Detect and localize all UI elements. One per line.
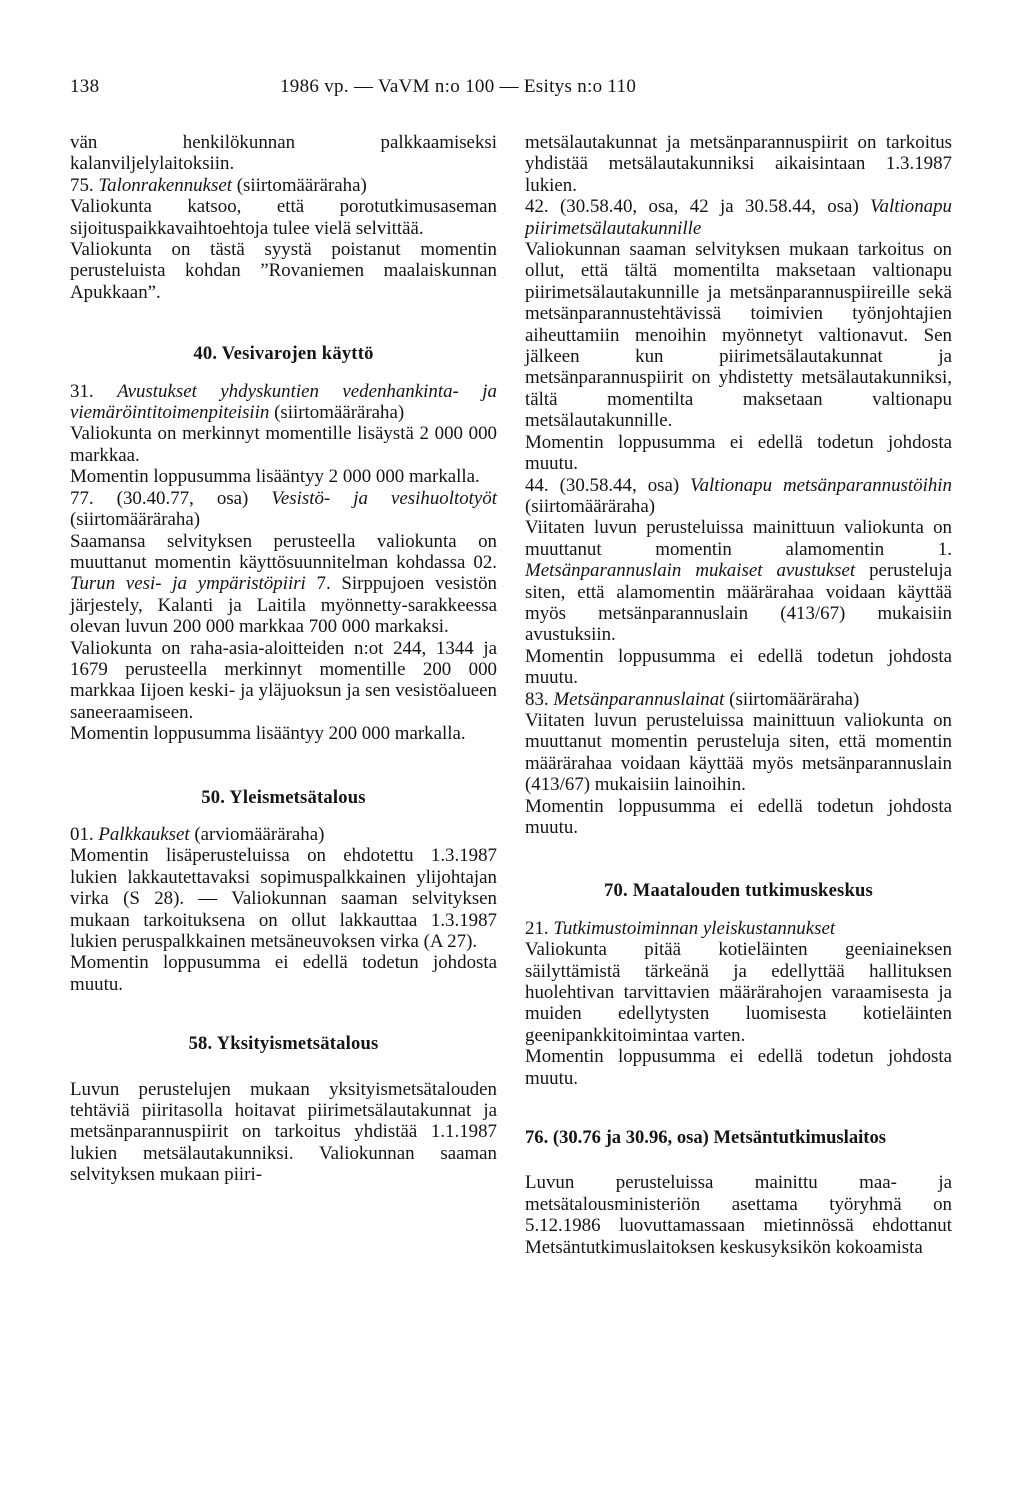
- item-title: Talonrakennukset: [98, 174, 232, 196]
- paragraph: vän henkilökunnan palkkaamiseksi kalanviljelylaitoksiin.: [70, 132, 497, 175]
- paragraph: Momentin lisäperusteluissa on ehdotettu 1.3.1987 lukien lakkautettavaksi sopimuspalkkainen ylijohtajan virka (S 28). — Valiokunnan saaman selvityksen mukaan tarkoituksena on ollut lakkauttaa 1.3.1987 lukien peruspalkkainen metsäneuvoksen virka (A 27).: [70, 845, 497, 952]
- item-title: Tutkimustoiminnan yleiskustannukset: [553, 917, 836, 939]
- section-heading-58: 58. Yksityismetsätalous: [188, 1033, 379, 1055]
- paragraph: [70, 531, 497, 638]
- section-heading-76: 76. (30.76 ja 30.96, osa) Metsäntutkimuslaitos: [525, 1127, 887, 1149]
- item-type: (siirtomääräraha): [70, 509, 201, 531]
- section-heading-40: 40. Vesivarojen käyttö: [193, 343, 374, 365]
- item-title: Valtionapu piirimetsälautakunnille: [525, 196, 952, 239]
- paragraph: Momentin loppusumma ei edellä todetun johdosta muutu.: [525, 1046, 952, 1089]
- item-title: Metsänparannuslainat: [553, 688, 725, 710]
- paragraph: Momentin loppusumma ei edellä todetun johdosta muutu.: [525, 645, 952, 689]
- paragraph: Momentin loppusumma lisääntyy 2 000 000 markalla.: [70, 466, 480, 488]
- item-75: [70, 175, 497, 196]
- item-title: Avustukset yhdyskuntien vedenhankinta- ja viemäröintitoimenpiteisiin: [70, 380, 497, 424]
- paragraph: Momentin loppusumma ei edellä todetun johdosta muutu.: [525, 795, 952, 838]
- page-number: 138: [70, 76, 100, 97]
- paragraph: Viitaten luvun perusteluissa mainittuun valiokunta on muuttanut momentin perusteluja siten, että momentin määrärahaa voidaan käyttää myös metsänparannuslain (413/67) mukaisiin lainoihin.: [525, 709, 952, 796]
- text-run: perusteluja siten, että alamomentin määrärahaa voidaan käyttää myös metsänparannuslain (413/67) mukaisiin avustuksiin.: [525, 560, 952, 646]
- item-number: 42. (30.58.40, osa, 42 ja 30.58.44, osa): [525, 196, 859, 218]
- text-run: Viitaten luvun perusteluissa mainittuun valiokunta on muuttanut momentin alamomentin 1.: [525, 517, 952, 560]
- paragraph: Luvun perusteluissa mainittu maa- ja metsätalousministeriön asettama työryhmä on 5.12.1986 luovuttamassaan mietinnössä ehdottanut Metsäntutkimuslaitoksen keskusyksikön kokoamista: [525, 1172, 952, 1258]
- text-run: 7. Sirppujoen vesistön järjestely, Kalanti ja Laitila myönnetty-sarakkeessa olevan luvun 200 000 markkaa 700 000 markaksi.: [70, 573, 497, 638]
- paragraph: Luvun perustelujen mukaan yksityismetsätalouden tehtäviä piiritasolla hoitavat piirimetsälautakunnat ja metsänparannuspiirit on tarkoitus yhdistää 1.1.1987 lukien metsälautakunniksi. Valiokunnan saaman selvityksen mukaan piiri-: [70, 1078, 497, 1186]
- paragraph: Valiokunta on raha-asia-aloitteiden n:ot 244, 1344 ja 1679 perusteella merkinnyt momentille 200 000 markkaa Iijoen keski- ja yläjuoksun ja sen vesistöalueen saneeraamiseen.: [70, 637, 497, 723]
- item-42: [525, 196, 952, 239]
- paragraph: Momentin loppusumma ei edellä todetun johdosta muutu.: [525, 431, 952, 475]
- paragraph: [525, 517, 952, 645]
- item-44: [525, 475, 952, 518]
- item-number: 01.: [70, 823, 94, 845]
- text-run-italic: Turun vesi- ja ympäristöpiiri: [70, 573, 306, 595]
- item-type: (siirtomääräraha): [236, 174, 367, 196]
- paragraph: Valiokunta pitää kotieläinten geeniaineksen säilyttämistä tärkeänä ja edellyttää hallituksen huolehtivan tarvittavien määrärahojen varaamisesta ja muiden edellytysten luomisesta kotieläinten geenipankkitoimintaa varten.: [525, 939, 952, 1046]
- item-01: [70, 824, 497, 845]
- text-run: Saamansa selvityksen perusteella valiokunta on muuttanut momentin käyttösuunnitelman kohdassa 02.: [70, 530, 497, 573]
- paragraph: Momentin loppusumma lisääntyy 200 000 markalla.: [70, 723, 466, 745]
- paragraph: Valiokunnan saaman selvityksen mukaan tarkoitus on ollut, että tältä momentilta maksetaan valtionapu piirimetsälautakunnille ja metsänparannuspiireille sekä metsänparannustehtävissä toimivien työnjohtajien aiheuttamiin menoihin myönnetyt valtionavut. Sen jälkeen kun piirimetsälautakunnat ja metsänparannuspiirit on yhdistetty metsälautakunniksi, tältä momentilta maksetaan valtionapu metsälautakunnille.: [525, 239, 952, 432]
- item-number: 77. (30.40.77, osa): [70, 487, 249, 509]
- item-77: [70, 488, 497, 531]
- paragraph: Valiokunta on merkinnyt momentille lisäystä 2 000 000 markkaa.: [70, 423, 497, 466]
- item-type: (siirtomääräraha): [525, 495, 656, 517]
- item-83: [525, 689, 952, 710]
- item-title: Palkkaukset: [98, 823, 190, 845]
- paragraph: Valiokunta katsoo, että porotutkimusaseman sijoituspaikkavaihtoehtoja tulee vielä selvittää.: [70, 196, 497, 239]
- text-run-italic: Metsänparannuslain mukaiset avustukset: [525, 560, 856, 582]
- item-title: Vesistö- ja vesihuoltotyöt: [271, 487, 497, 509]
- paragraph: Momentin loppusumma ei edellä todetun johdosta muutu.: [70, 952, 497, 995]
- page-header: [70, 76, 970, 104]
- item-type: (siirtomääräraha): [274, 402, 405, 424]
- section-heading-70: 70. Maatalouden tutkimuskeskus: [604, 880, 873, 902]
- item-number: 21.: [525, 917, 549, 939]
- item-type: (siirtomääräraha): [729, 688, 860, 710]
- item-number: 83.: [525, 688, 549, 710]
- item-number: 44. (30.58.44, osa): [525, 474, 680, 496]
- right-column: [525, 132, 952, 1258]
- item-number: 31.: [70, 380, 94, 402]
- item-title: Valtionapu metsänparannustöihin: [690, 474, 952, 496]
- paragraph: Valiokunta on tästä syystä poistanut momentin perusteluista kohdan ”Rovaniemen maalaiskunnan Apukkaan”.: [70, 239, 497, 303]
- item-31: [70, 381, 497, 424]
- item-type: (arviomääräraha): [194, 823, 325, 845]
- left-column: [70, 132, 497, 1186]
- item-21: [525, 918, 952, 939]
- item-number: 75.: [70, 174, 94, 196]
- paragraph: metsälautakunnat ja metsänparannuspiirit on tarkoitus yhdistää metsälautakunniksi aikaisintaan 1.3.1987 lukien.: [525, 132, 952, 196]
- running-title: 1986 vp. — VaVM n:o 100 — Esitys n:o 110: [280, 76, 637, 97]
- section-heading-50: 50. Yleismetsätalous: [201, 786, 366, 808]
